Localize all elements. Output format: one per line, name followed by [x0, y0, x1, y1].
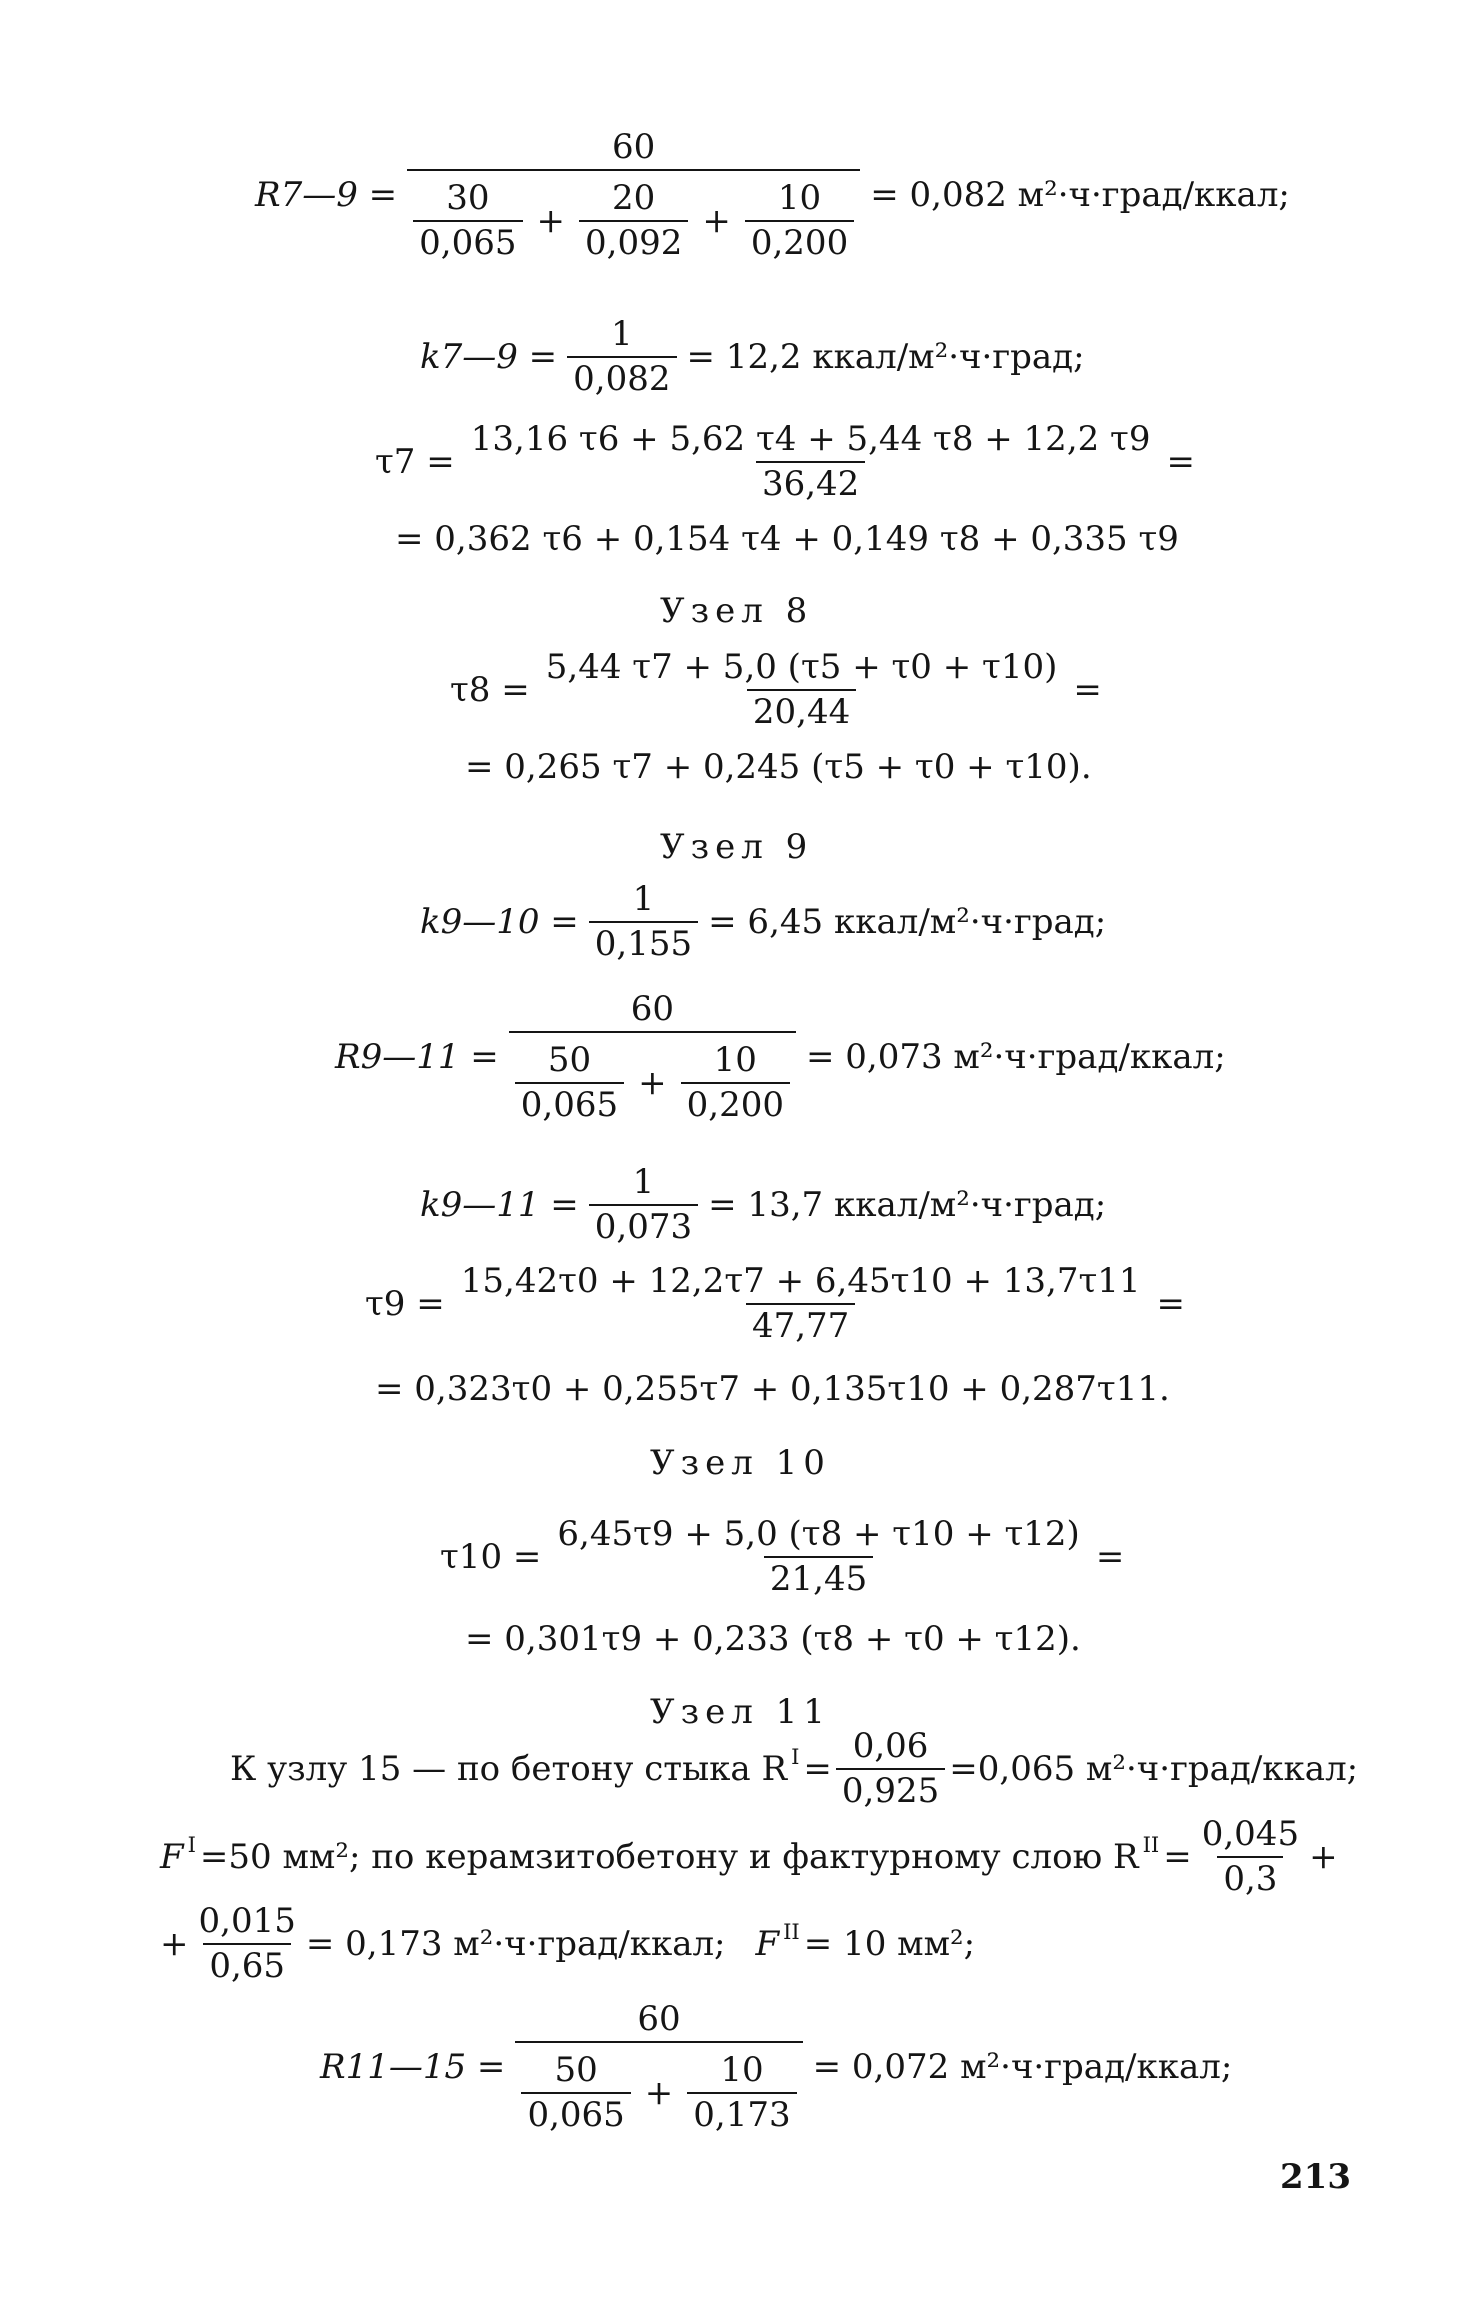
- formula-tau10-result: = 0,301τ9 + 0,233 (τ8 + τ0 + τ12).: [465, 1619, 1081, 1659]
- section-heading-10: Узел 10: [650, 1443, 831, 1483]
- main-fraction: [407, 128, 860, 263]
- result: = 6,45 ккал/м²·ч·град;: [708, 901, 1107, 942]
- lhs: R7—9 =: [255, 175, 398, 216]
- formula-r7-9: [255, 128, 1290, 263]
- result: = 0,082 м²·ч·град/ккал;: [870, 175, 1290, 216]
- section-heading-11: Узел 11: [650, 1692, 831, 1732]
- page-number: 213: [1280, 2157, 1351, 2197]
- denominator: $\frac{30}{0,065}$ + $\frac{20}{0,092}$ + $\frac{10}{0,200}$: [407, 169, 860, 263]
- formula-r9-11: [335, 990, 1226, 1125]
- formula-tau10: τ10 = $\frac{6,45\tau 9 + 5,0 (\tau 8 + \tau 10 + \tau 12)}{21,45}$ =: [440, 1514, 1125, 1600]
- lhs: τ10 =: [440, 1536, 542, 1577]
- result: = 13,7 ккал/м²·ч·град;: [708, 1184, 1107, 1225]
- paragraph-line-1: К узлу 15 — по бетону стыка R $^I$ = $\frac{0,06}{0,925}$ =0,065 м²·ч·град/ккал;: [230, 1726, 1359, 1812]
- lhs: k7—9 =: [420, 336, 558, 377]
- section-heading-9: Узел 9: [660, 827, 814, 867]
- lhs: τ9 =: [365, 1283, 445, 1324]
- main-fraction: 60 $\frac{50}{0,065}$ + $\frac{10}{0,200}$: [509, 990, 796, 1125]
- lhs: R9—11 =: [335, 1037, 499, 1078]
- formula-tau8: τ8 = $\frac{5,44 \tau 7 + 5,0 (\tau 5 + \tau 0 + \tau 10)}{20,44}$ =: [450, 647, 1102, 733]
- main-fraction: 60 $\frac{50}{0,065}$ + $\frac{10}{0,173}$: [515, 2000, 802, 2135]
- formula-r11-15: [320, 2000, 1232, 2135]
- result: = 0,073 м²·ч·град/ккал;: [805, 1037, 1226, 1078]
- formula-tau8-result: = 0,265 τ7 + 0,245 (τ5 + τ0 + τ10).: [465, 747, 1092, 787]
- lhs: k9—10 =: [420, 901, 579, 942]
- paragraph-line-3: + $\frac{0,015}{0,65}$ = 0,173 м²·ч·град/ккал; F $^{II}$ = 10 мм²;: [160, 1901, 976, 1987]
- lhs: τ8 =: [450, 669, 530, 710]
- result: = 0,072 м²·ч·град/ккал;: [812, 2047, 1233, 2088]
- result: = 12,2 ккал/м²·ч·град;: [686, 336, 1085, 377]
- section-heading-8: Узел 8: [660, 591, 814, 631]
- formula-k9-11: k9—11 = $\frac{1}{0,073}$ = 13,7 ккал/м²·ч·град;: [420, 1162, 1107, 1248]
- lhs: R11—15 =: [320, 2047, 506, 2088]
- formula-tau7: τ7 = $\frac{13,16 \tau 6 + 5,62 \tau 4 + 5,44 \tau 8 + 12,2 \tau 9}{36,42}$ =: [375, 419, 1196, 505]
- formula-tau9: τ9 = $\frac{15,42\tau 0 + 12,2\tau 7 + 6,45\tau 10 + 13,7\tau 11}{47,77}$ =: [365, 1261, 1186, 1347]
- lhs: k9—11 =: [420, 1184, 579, 1225]
- lhs: τ7 =: [375, 441, 455, 482]
- formula-k7-9: k7—9 = $\frac{1}{0,082}$ = 12,2 ккал/м²·ч·град;: [420, 314, 1085, 400]
- numerator: 60: [612, 127, 656, 167]
- paragraph-line-2: F $^I$ =50 мм²; по керамзитобетону и фактурному слою R $^{II}$ = $\frac{0,045}{0,3}$ +: [160, 1814, 1338, 1900]
- formula-tau7-result: = 0,362 τ6 + 0,154 τ4 + 0,149 τ8 + 0,335 τ9: [395, 519, 1179, 559]
- formula-k9-10: k9—10 = $\frac{1}{0,155}$ = 6,45 ккал/м²·ч·град;: [420, 879, 1107, 965]
- formula-tau9-result: = 0,323τ0 + 0,255τ7 + 0,135τ10 + 0,287τ11.: [375, 1369, 1170, 1409]
